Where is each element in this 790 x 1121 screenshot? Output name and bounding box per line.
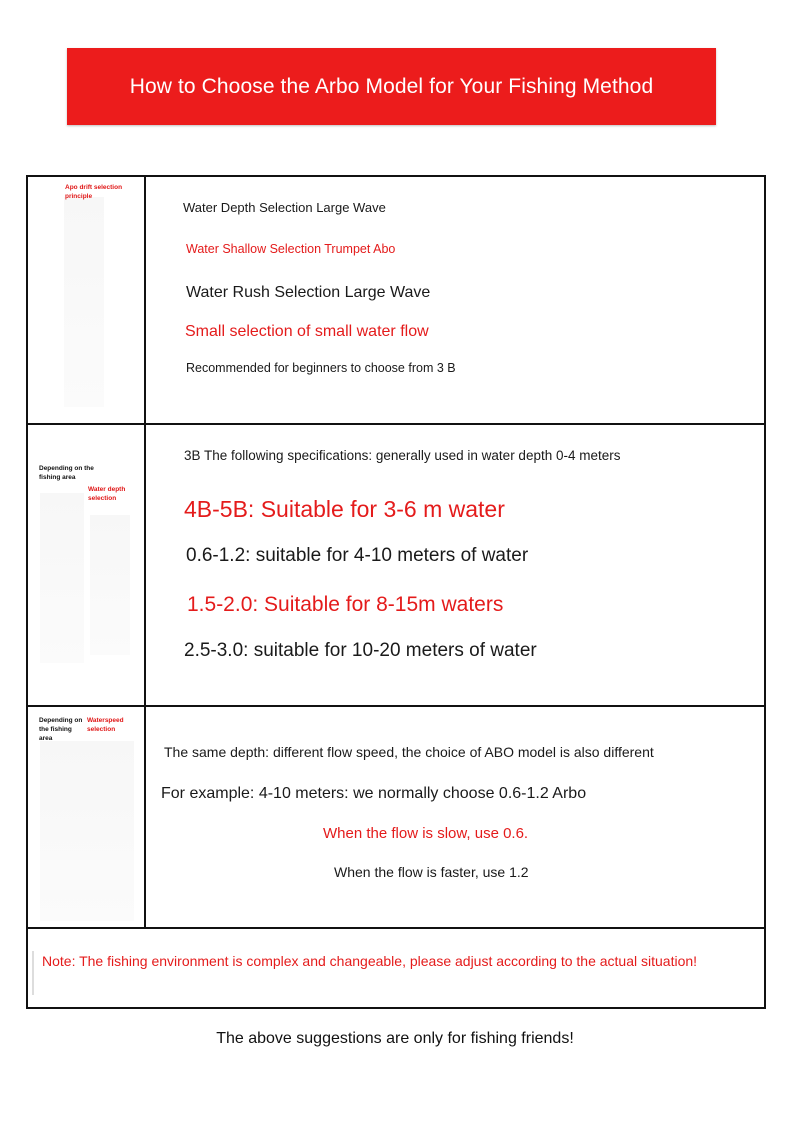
label-shading — [64, 197, 104, 407]
section-water-speed — [28, 707, 764, 929]
footer-text: The above suggestions are only for fishing friends! — [216, 1030, 574, 1047]
guide-line: When the flow is faster, use 1.2 — [334, 864, 529, 880]
guide-line: The same depth: different flow speed, the choice of ABO model is also different — [164, 744, 654, 760]
section-drift-principle — [28, 177, 764, 425]
section-water-depth — [28, 425, 764, 707]
label-shading — [90, 515, 130, 655]
guide-line: Water Rush Selection Large Wave — [186, 284, 431, 301]
section-label-cell — [28, 707, 146, 927]
guide-line: 1.5-2.0: Suitable for 8-15m waters — [187, 593, 504, 616]
guide-line: For example: 4-10 meters: we normally choose 0.6-1.2 Arbo — [161, 785, 587, 802]
label-shading — [40, 741, 134, 921]
guide-line: 2.5-3.0: suitable for 10-20 meters of water — [184, 640, 537, 661]
guide-line: Recommended for beginners to choose from 3 B — [186, 361, 456, 375]
note-text: Note: The fishing environment is complex and changeable, please adjust according to the actual situation! — [42, 953, 698, 969]
guide-line: Water Shallow Selection Trumpet Abo — [186, 242, 396, 256]
note-row — [28, 929, 764, 1007]
section-label-cell — [28, 177, 146, 423]
selection-table — [26, 175, 766, 1009]
section-sublabel: Waterspeed selection — [87, 717, 124, 733]
guide-line: 0.6-1.2: suitable for 4-10 meters of water — [186, 545, 529, 566]
note-divider — [32, 951, 34, 995]
guide-line: 3B The following specifications: generally used in water depth 0-4 meters — [184, 448, 621, 463]
section-label: Depending on the fishing area — [39, 717, 83, 742]
label-shading — [40, 493, 84, 663]
guide-line: Water Depth Selection Large Wave — [183, 200, 386, 215]
section-content — [148, 425, 764, 705]
section-label: Depending on the fishing area — [39, 465, 94, 481]
section-content — [148, 177, 764, 423]
section-label: Apo drift selection principle — [65, 184, 123, 200]
guide-line: When the flow is slow, use 0.6. — [323, 825, 529, 842]
section-label-cell — [28, 425, 146, 705]
guide-line: 4B-5B: Suitable for 3-6 m water — [184, 496, 505, 522]
title-banner — [67, 48, 716, 125]
section-sublabel: Water depth selection — [88, 486, 126, 502]
section-content — [148, 707, 764, 927]
guide-line: Small selection of small water flow — [185, 323, 429, 340]
page-title: How to Choose the Arbo Model for Your Fishing Method — [129, 74, 654, 98]
